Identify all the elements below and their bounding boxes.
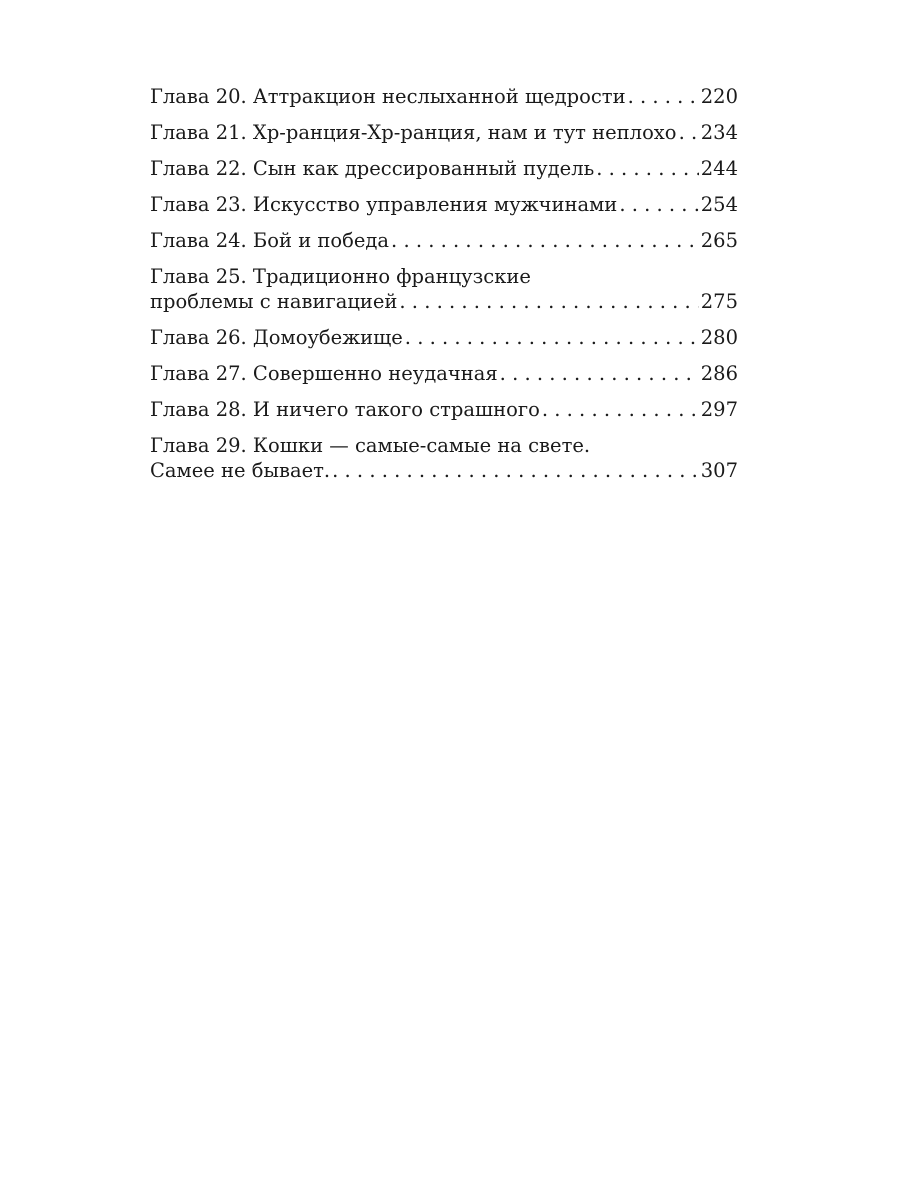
toc-entry-title-line-1: Глава 25. Традиционно французские: [150, 265, 531, 288]
dot-leader: [679, 120, 699, 145]
toc-entry-title: Глава 22. Сын как дрессированный пудель: [150, 157, 595, 180]
toc-entry-chapter-26[interactable]: [150, 325, 738, 350]
dot-leader: [391, 228, 699, 253]
toc-entry-chapter-28[interactable]: [150, 397, 738, 422]
toc-entry-page-number: 220: [700, 85, 738, 108]
toc-entry-page-number: 297: [700, 398, 738, 421]
toc-entry-title: Глава 23. Искусство управления мужчинами: [150, 193, 618, 216]
toc-entry-chapter-21[interactable]: [150, 120, 738, 145]
dot-leader: [596, 156, 699, 181]
toc-entry-page-number: 234: [700, 121, 738, 144]
toc-entry-chapter-27[interactable]: [150, 361, 738, 386]
toc-entry-chapter-24[interactable]: [150, 228, 738, 253]
toc-entry-page-number: 280: [700, 326, 738, 349]
toc-entry-title-line-2: проблемы с навигацией: [150, 290, 398, 313]
dot-leader: [500, 361, 699, 386]
toc-entry-chapter-25[interactable]: [150, 264, 738, 314]
toc-entry-title-line-1: Глава 29. Кошки — самые-самые на свете.: [150, 434, 591, 457]
dot-leader: [542, 397, 699, 422]
dot-leader: [619, 192, 698, 217]
toc-entry-chapter-20[interactable]: [150, 84, 738, 109]
toc-entry-page-number: 244: [700, 157, 738, 180]
toc-entry-title: Глава 20. Аттракцион неслыханной щедрости: [150, 85, 626, 108]
toc-entry-title: Глава 21. Хр-ранция-Хр-ранция, нам и тут неплохо: [150, 121, 677, 144]
toc-entry-page-number: 254: [700, 193, 738, 216]
toc-entry-page-number: 307: [700, 459, 738, 482]
toc-entry-chapter-29[interactable]: [150, 433, 738, 483]
dot-leader: [332, 458, 699, 483]
toc-entry-title: Глава 28. И ничего такого страшного: [150, 398, 540, 421]
toc-entry-chapter-23[interactable]: [150, 192, 738, 217]
toc-entry-page-number: 286: [700, 362, 738, 385]
toc-entry-page-number: 265: [700, 229, 738, 252]
toc-entry-chapter-22[interactable]: [150, 156, 738, 181]
dot-leader: [628, 84, 699, 109]
toc-entry-title: Глава 27. Совершенно неудачная: [150, 362, 498, 385]
toc-entry-title: Глава 24. Бой и победа: [150, 229, 390, 252]
table-of-contents: [150, 84, 738, 494]
dot-leader: [405, 325, 699, 350]
toc-entry-title-line-2: Самее не бывает.: [150, 459, 331, 482]
toc-entry-title: Глава 26. Домоубежище: [150, 326, 403, 349]
toc-entry-page-number: 275: [700, 290, 738, 313]
dot-leader: [399, 289, 698, 314]
